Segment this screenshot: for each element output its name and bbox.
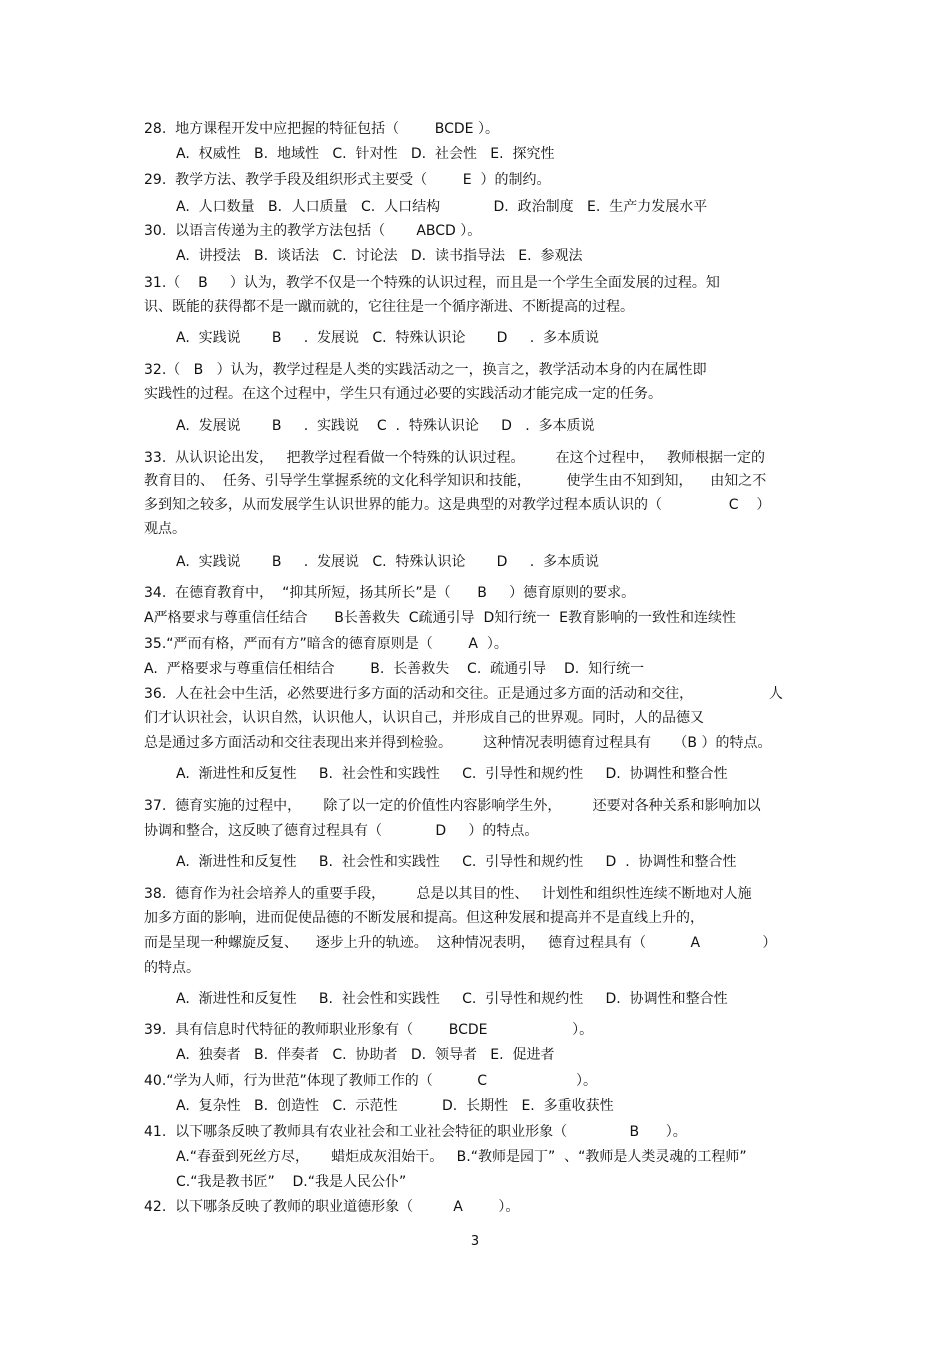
options-38: A. 渐进性和反复性 B. 社会性和实践性 C. 引导性和规约性 D. 协调性和整合性	[176, 991, 728, 1007]
options-41-line-2: C.“我是教书匠” D.“我是人民公仆”	[176, 1174, 407, 1190]
question-38-line-4: 的特点。	[144, 960, 200, 976]
question-33-line-4: 观点。	[144, 521, 186, 537]
question-33-line-1: 33. 从认识论出发， 把教学过程看做一个特殊的认识过程。 在这个过程中， 教师根据一定的	[144, 450, 766, 466]
question-30: 30. 以语言传递为主的教学方法包括（ ABCD ）。	[144, 223, 482, 239]
question-35: 35.“严而有格，严而有方”暗含的德育原则是（ A ）。	[144, 636, 508, 652]
question-32-line-2: 实践性的过程。在这个过程中，学生只有通过必要的实践活动才能完成一定的任务。	[144, 386, 662, 402]
options-41-line-1: A.“春蚕到死丝方尽， 蜡炬成灰泪始干。 B.“教师是园丁” 、“教师是人类灵魂的工程师”	[176, 1149, 747, 1165]
question-42: 42. 以下哪条反映了教师的职业道德形象（ A ）。	[144, 1199, 520, 1215]
question-28: 28. 地方课程开发中应把握的特征包括（ BCDE ）。	[144, 121, 499, 137]
question-38-line-1: 38. 德育作为社会培养人的重要手段， 总是以其目的性、 计划性和组织性连续不断地对人施	[144, 886, 752, 902]
options-39: A. 独奏者 B. 伴奏者 C. 协助者 D. 领导者 E. 促进者	[176, 1047, 555, 1063]
question-31-line-1: 31.（ B ）认为，教学不仅是一个特殊的认识过程，而且是一个学生全面发展的过程。知	[144, 275, 720, 291]
options-30: A. 讲授法 B. 谈话法 C. 讨论法 D. 读书指导法 E. 参观法	[176, 248, 583, 264]
question-33-line-2: 教育目的、 任务、引导学生掌握系统的文化科学知识和技能， 使学生由不知到知， 由知之不	[144, 473, 767, 489]
question-38-line-2: 加多方面的影响，进而促使品德的不断发展和提高。但这种发展和提高并不是直线上升的，	[144, 910, 704, 926]
question-40: 40.“学为人师，行为世范”体现了教师工作的（ C ）。	[144, 1073, 598, 1089]
question-29: 29. 教学方法、教学手段及组织形式主要受（ E ）的制约。	[144, 172, 551, 188]
options-36: A. 渐进性和反复性 B. 社会性和实践性 C. 引导性和规约性 D. 协调性和整合性	[176, 766, 728, 782]
options-33: A. 实践说 B . 发展说 C. 特殊认识论 D . 多本质说	[176, 554, 600, 570]
options-32: A. 发展说 B . 实践说 C . 特殊认识论 D . 多本质说	[176, 418, 595, 434]
question-36-line-3: 总是通过多方面活动和交往表现出来并得到检验。 这种情况表明德育过程具有 （B ）的特点。	[144, 735, 772, 751]
options-28: A. 权威性 B. 地域性 C. 针对性 D. 社会性 E. 探究性	[176, 146, 555, 162]
options-29: A. 人口数量 B．人口质量 C. 人口结构 D. 政治制度 E. 生产力发展水平	[176, 199, 708, 215]
options-34: A严格要求与尊重信任结合 B长善救失 C疏通引导 D知行统一 E教育影响的一致性和连续性	[144, 610, 736, 626]
options-37: A. 渐进性和反复性 B. 社会性和实践性 C. 引导性和规约性 D . 协调性和整合性	[176, 854, 737, 870]
question-36-line-1: 36. 人在社会中生活，必然要进行多方面的活动和交往。正是通过多方面的活动和交往， 人	[144, 686, 783, 702]
question-36-line-2: 们才认识社会，认识自然，认识他人，认识自己，并形成自己的世界观。同时，人的品德又	[144, 710, 704, 726]
question-37-line-1: 37. 德育实施的过程中， 除了以一定的价值性内容影响学生外， 还要对各种关系和影响加以	[144, 798, 761, 814]
question-38-line-3: 而是呈现一种螺旋反复、 逐步上升的轨迹。 这种情况表明， 德育过程具有（ A ）	[144, 935, 777, 951]
question-37-line-2: 协调和整合，这反映了德育过程具有（ D ）的特点。	[144, 823, 539, 839]
question-32-line-1: 32.（ B ）认为，教学过程是人类的实践活动之一，换言之，教学活动本身的内在属性即	[144, 362, 707, 378]
options-31: A. 实践说 B . 发展说 C. 特殊认识论 D . 多本质说	[176, 330, 600, 346]
question-31-line-2: 识、既能的获得都不是一蹴而就的，它往往是一个循序渐进、不断提高的过程。	[144, 299, 634, 315]
question-33-line-3: 多到知之较多，从而发展学生认识世界的能力。这是典型的对教学过程本质认识的（ C ）	[144, 497, 771, 513]
options-35: A. 严格要求与尊重信任相结合 B. 长善救失 C. 疏通引导 D. 知行统一	[144, 661, 645, 677]
question-41: 41. 以下哪条反映了教师具有农业社会和工业社会特征的职业形象（ B ）。	[144, 1124, 687, 1140]
question-34: 34. 在德育教育中， “抑其所短，扬其所长”是（ B ）德育原则的要求。	[144, 585, 636, 601]
options-40: A. 复杂性 B. 创造性 C. 示范性 D. 长期性 E. 多重收获性	[176, 1098, 614, 1114]
question-39: 39. 具有信息时代特征的教师职业形象有（ BCDE ）。	[144, 1022, 594, 1038]
page-number: 3	[470, 1234, 480, 1249]
